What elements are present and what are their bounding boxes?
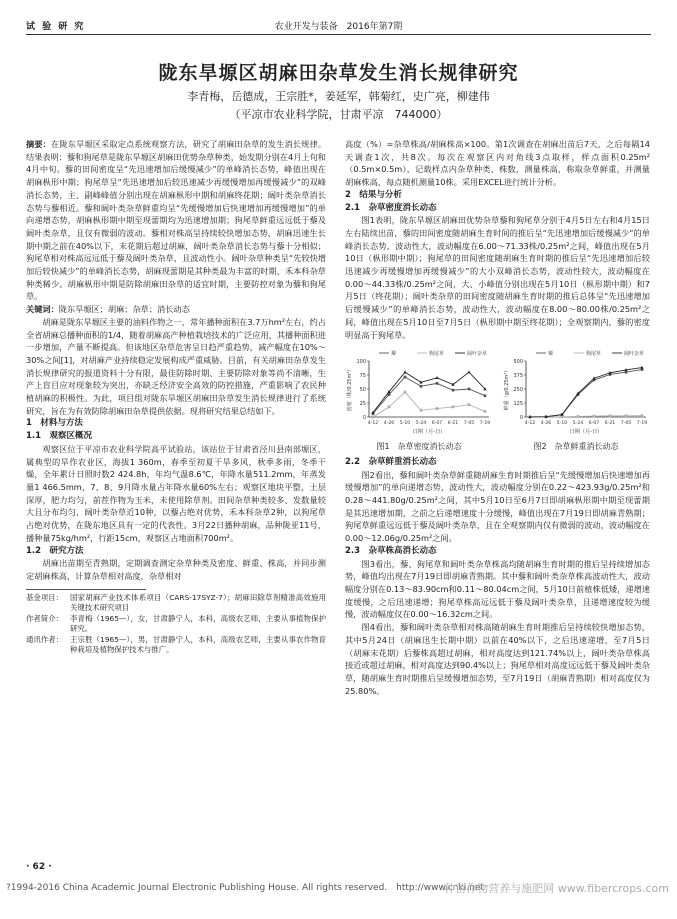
data-point — [484, 394, 487, 397]
x-tick-label: 4-12 — [367, 421, 379, 427]
x-axis-label: 日期（月-日） — [569, 429, 603, 436]
section-label: 试 验 研 究 — [26, 21, 86, 32]
x-tick-label: 7-05 — [620, 421, 632, 427]
heading-results: 2 结果与分析 — [345, 189, 402, 200]
data-point — [640, 366, 643, 369]
x-tick-label: 5-24 — [572, 421, 584, 427]
abstract-text: 在陇东旱塬区采取定点系统观察方法，研究了胡麻田杂草的发生消长规律。结果表明：藜和狗尾草是陇东旱塬区胡麻田优势杂草种类，始发期分别在4月上旬和4月中旬。藜的田间密度呈“先迅速增加后缓慢减少”的单峰消长态势，峰值出现在胡麻枞形中期；狗尾草呈“先迅速增加后较迅速减少再缓慢增加再缓慢减少”的双峰消长态势，主、副峰峰值分别出现在胡麻枞形中期和胡麻终花期；阔叶类杂草消长态势与藜相近。藜和阔叶类杂草鲜重均呈“先缓慢增加后快速增加再缓慢增加”的单向递增态势，胡麻枞形期中期至现蕾期均为迅速增加期；狗尾草鲜重远远低于藜及阔叶类杂草，且仅有微弱的波动。藜相对株高呈持续较快增加态势，胡麻迅速生长期中期之前在40%以下，末花期后超过胡麻，阔叶类杂草消长态势与藜十分相似；狗尾草相对株高远远低于藜及阔叶类杂草，且波动性小。阔叶杂草种类呈“先较快增加后较快减少”的单峰消长态势，胡麻现蕾期是其种类最为丰富的时期，禾本科杂草种类稀少。胡麻枞形中期是防除胡麻田杂草的适宜时期，主要防控对象为藜和狗尾草。 — [26, 139, 326, 302]
method-continued: 高度（%）=杂草株高/胡麻株高×100。第1次调查在胡麻出苗后7天，之后每隔14天调查1次，共8次。每次在观察区内对角线3点取样，样点面积0.25m²（0.5m×0.5m），记载样点内杂草种类、株数，测量株高，称取杂草鲜重，并测量胡麻株高，每点随机测量10株。采用EXCEL进行统计分析。 — [345, 139, 650, 188]
density-paragraph: 图1表明，陇东旱塬区胡麻田优势杂草藜和狗尾草分别于4月5日左右和4月15日左右陆续出苗，藜的田间密度随胡麻生育时间的推后呈“先迅速增加后缓慢减少”的单峰消长态势，波动性大，波动幅度在6.00～71.33株/0.25m²之间，峰值出现在5月10日（枞形期中期）；狗尾草的田间密度随胡麻生育时期的推后呈“先迅速增加后较迅速减少再缓慢增加再缓慢减少”的大小双峰消长态势，波动性较大，波动幅度在0.00～44.33株/0.25m²之间，大、小峰值分别出现在5月10日（枞形期中期）和7月5日（终花期）；阔叶类杂草的田间密度随胡麻生育时期的推后总体呈“先迅速增加后缓慢减少”的单峰消长态势，波动性大，波动幅度在8.00～80.00株/0.25m²之间，峰值出现在5月10日至7月5日（枞形期中期至终花期）；全观察期内，藜的密度明显高于狗尾草。 — [345, 215, 650, 340]
x-tick-label: 4-26 — [383, 421, 395, 427]
x-tick-label: 5-10 — [399, 421, 411, 427]
x-tick-label: 6-07 — [588, 421, 600, 427]
data-point — [420, 409, 423, 412]
heading-materials-methods: 1 材料与方法 — [26, 418, 83, 429]
x-tick-label: 7-19 — [636, 421, 648, 427]
abstract — [26, 138, 326, 303]
copyright-line: ?1994-2016 China Academic Journal Electronic Publishing House. All rights reserved. http://www.cnki.net — [6, 883, 484, 893]
x-tick-label: 5-10 — [556, 421, 568, 427]
data-point — [436, 382, 439, 385]
intro-paragraph: 胡麻是陇东旱塬区主要的油料作物之一，常年播种面积在3.7万hm²左右，约占全省胡麻总播种面积的1/4，随着胡麻高产种植栽培技术的广泛应用，其播种面积进一步增加，产量不断提高。但该地区杂草危害呈日趋严重趋势，减产幅度在10%～30%之间[1]，对胡麻产业持续稳定发展构成严重威胁。目前，有关胡麻田杂草发生消长规律研究的报道资料十分有限，最佳防除时期、主要防除对象等尚不清晰，生产上盲目应对现象较为突出，亦缺乏经济安全高效的防控措施，严重影响了农民种植胡麻的积极性。为此，项目组对陇东旱塬区胡麻田杂草发生消长规律进行了系统研究，旨在为有效防除胡麻田杂草提供依据。现将研究结果总结如下。 — [26, 316, 326, 416]
data-point — [468, 388, 471, 391]
data-point — [403, 371, 406, 374]
heading-plant-height: 2.3 杂草株高消长动态 — [345, 545, 437, 556]
article-title: 陇东旱塬区胡麻田杂草发生消长规律研究 — [158, 62, 519, 84]
data-point — [388, 406, 391, 409]
legend-label: 藜 — [548, 351, 554, 358]
data-point — [609, 415, 612, 418]
x-tick-label: 4-26 — [540, 421, 552, 427]
figure-row — [345, 347, 650, 454]
data-point — [420, 385, 423, 388]
data-point — [372, 416, 375, 419]
legend-label: 阔叶杂草 — [624, 351, 645, 358]
y-axis-label: 密度（株/0.25m²） — [347, 366, 353, 412]
data-point — [641, 414, 644, 417]
plant-height-paragraph: 图3看出，藜、狗尾草和阔叶类杂草株高均随胡麻生育时期的推后呈持续增加态势，峰值均出现在7月19日即胡麻青熟期。其中藜和阔叶类杂草株高波动性大，波动幅度分别在0.13～83.90cm和0.11～80.04cm之间，5月10日前植株低矮，递增速度缓慢，之后迅速递增；狗尾草株高远远低于藜及阔叶类杂草，且递增速度较为缓慢，波动幅度仅在0.00～16.32cm之间。 — [345, 558, 650, 620]
heading-density: 2.1 杂草密度消长动态 — [345, 202, 437, 213]
header-rule — [26, 34, 651, 35]
fresh-weight-chart — [502, 347, 650, 439]
data-point — [593, 415, 596, 418]
page-header — [26, 18, 651, 32]
footnote-rule — [26, 589, 146, 590]
heading-study-area: 1.1 观察区概况 — [26, 431, 93, 442]
y-tick-label: 250 — [513, 387, 523, 394]
figure-1 — [345, 347, 493, 454]
y-tick-label: 375 — [513, 373, 523, 380]
fresh-weight-paragraph: 图2看出，藜和阔叶类杂草鲜重随胡麻生育时期推后呈“先缓慢增加后快速增加再缓慢增加”的单向递增态势，波动性大，波动幅度分别在0.22～423.93g/0.25m²和0.28～441.80g/0.25m²之间，其中5月10日至6月7日即胡麻枞形期中期至现蕾期是其迅速增加期，之前之后递增速度十分缓慢，峰值出现在7月19日即胡麻青熟期；狗尾草鲜重远远低于藜及阔叶类杂草，且在全观察期内仅有微弱的波动，波动幅度在0.00～12.06g/0.25m²之间。 — [345, 469, 650, 544]
x-tick-label: 7-05 — [463, 421, 475, 427]
y-tick-label: 500 — [513, 359, 523, 366]
x-tick-label: 7-19 — [479, 421, 491, 427]
author-list: 李青梅，岳德成，王宗胜*，姜延军，韩菊红，史广亮，柳建伟 — [187, 90, 490, 103]
legend-label: 藜 — [391, 351, 397, 358]
footnote-author: 作者简介： 李青梅（1965—），女，甘肃静宁人，本科，高级农艺师，主要从事植物保护研究。 — [26, 613, 326, 634]
legend-label: 阔叶杂草 — [467, 351, 488, 358]
y-tick-label: 75 — [359, 373, 366, 380]
page-number: · 62 · — [26, 862, 52, 872]
left-column — [26, 138, 326, 656]
keywords-text: 陇东旱塬区；胡麻；杂草；消长动态 — [58, 304, 190, 315]
data-point — [452, 406, 455, 409]
y-tick-label: 0 — [362, 415, 366, 422]
x-tick-label: 6-07 — [431, 421, 443, 427]
x-tick-label: 6-21 — [604, 421, 616, 427]
density-chart — [345, 347, 493, 439]
x-tick-label: 4-12 — [524, 421, 536, 427]
study-area-paragraph: 观察区位于平凉市农业科学院高平试验站，该站位于甘肃省泾川县南部塬区，属典型的旱作农业区，海拔1 360m，春季至初夏干旱多风，秋季多雨，冬季干燥，全年累计日照时数2 424.8h，年均气温8.6℃，年降水量511.2mm，年蒸发量1 466.5mm，7、8、9月降水量占年降水量60%左右；观察区地块平整，土层深厚，肥力均匀，前茬作物为玉米，未使用除草剂。田间杂草种类较多、发数量较大且分布均匀，阔叶类杂草近10种，以藜占绝对优势，禾本科杂草2种，以狗尾草占绝对优势，在陇东地区具有一定的代表性。3月22日播种胡麻，品种陇亚11号，播种量75kg/hm²，行距15cm，观察区占地面积700m²。 — [26, 443, 326, 543]
method-paragraph: 胡麻出苗期至青熟期，定期调查测定杂草种类及密度、鲜重、株高，并同步测定胡麻株高，计算杂草相对高度，杂草相对 — [26, 558, 326, 581]
data-point — [577, 415, 580, 418]
abstract-label: 摘要： — [26, 139, 52, 149]
footnote-funding: 基金项目： 国家胡麻产业技术体系项目（CARS-17SYZ-7）；胡麻田除草剂精准高效施用关键技术研究项目 — [26, 592, 326, 613]
data-point — [467, 371, 470, 374]
figure-1-caption: 图1 杂草密度消长动态 — [376, 442, 462, 452]
data-point — [404, 391, 407, 394]
data-point — [484, 410, 487, 413]
journal-info: 农业开发与装备 2016年第7期 — [274, 21, 403, 32]
data-point — [435, 376, 438, 379]
y-axis-label: 鲜重（g/0.25m²） — [504, 367, 510, 411]
data-point — [452, 389, 455, 392]
x-tick-label: 6-21 — [447, 421, 459, 427]
figure-2-caption: 图2 杂草鲜重消长动态 — [533, 442, 619, 452]
legend-label: 狗尾草 — [586, 351, 602, 358]
y-tick-label: 0 — [519, 415, 523, 422]
data-point — [561, 416, 564, 419]
watermark: 种苗作物营养与施肥网 www.fibercrops.com — [444, 882, 669, 895]
y-tick-label: 125 — [513, 401, 523, 408]
x-tick-label: 5-24 — [415, 421, 427, 427]
y-tick-label: 50 — [359, 387, 366, 394]
legend-label: 狗尾草 — [429, 351, 445, 358]
series-line-1 — [530, 370, 642, 417]
heading-fresh-weight: 2.2 杂草鲜重消长动态 — [345, 456, 437, 467]
data-point — [404, 376, 407, 379]
y-tick-label: 100 — [356, 359, 366, 366]
right-column — [345, 138, 650, 697]
keywords — [26, 303, 326, 316]
x-axis-label: 日期（月-日） — [412, 429, 446, 436]
series-line-3 — [530, 368, 642, 417]
data-point — [436, 407, 439, 410]
footnote-corresponding: 通讯作者： 王宗胜（1965—），男，甘肃静宁人，本科，高级农艺师，主要从事农作物育种栽培及植物保护技术与推广。 — [26, 634, 326, 655]
data-point — [468, 404, 471, 407]
data-point — [625, 415, 628, 418]
figure-2 — [502, 347, 650, 454]
relative-height-paragraph: 图4看出，藜和阔叶类杂草相对株高随胡麻生育时期推后呈持续较快增加态势，其中5月24日（胡麻迅生长期中期）以前在40%以下，之后迅速递增，至7月5日（胡麻末花期）后藜株高超过胡麻，相对高度达到121.74%以上，阔叶类杂草株高接近或超过胡麻，相对高度达到90.4%以上；狗尾草相对高度远远低于藜及阔叶类杂草，随胡麻生育时期推后呈缓慢增加态势，至7月19日（胡麻青熟期）相对高度仅为25.80%。 — [345, 622, 650, 696]
affiliation: （平凉市农业科学院，甘肃平凉 744000） — [229, 108, 448, 121]
keywords-label: 关键词： — [26, 304, 59, 315]
y-tick-label: 25 — [359, 401, 366, 408]
heading-research-method: 1.2 研究方法 — [26, 545, 84, 556]
